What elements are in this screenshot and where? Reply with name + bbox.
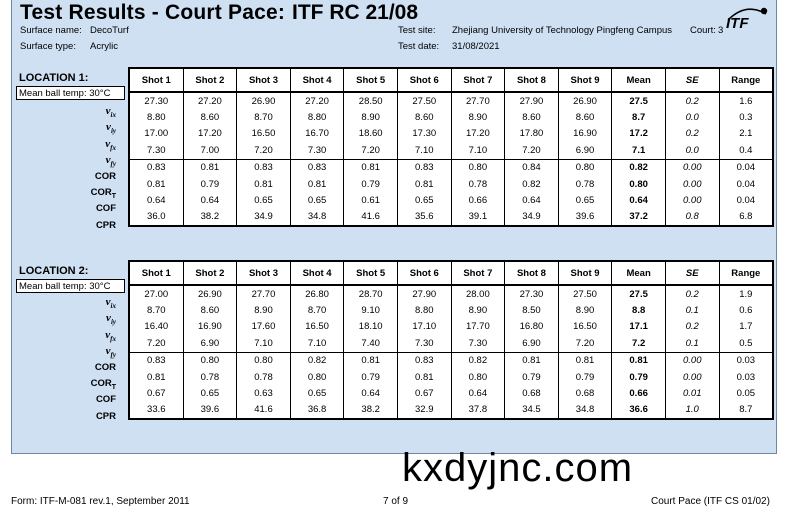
test-date-value: 31/08/2021 — [452, 41, 500, 52]
table-cell: 0.1 — [665, 302, 719, 318]
table-row — [129, 319, 773, 335]
table-cell: 16.50 — [290, 319, 344, 335]
table-cell: 8.70 — [237, 109, 291, 125]
row-label-cof: COF — [95, 203, 116, 215]
table-header-row — [129, 68, 773, 92]
table-cell: 17.2 — [612, 126, 666, 142]
table-cell: 0.82 — [290, 352, 344, 369]
column-header: SE — [665, 68, 719, 92]
table-cell: 17.00 — [129, 126, 183, 142]
row-label-cort: $COR_T$ — [90, 186, 116, 200]
table-cell: 0.81 — [344, 352, 398, 369]
column-header: Mean — [612, 261, 666, 285]
table-cell: 0.79 — [344, 369, 398, 385]
table-cell: 8.90 — [344, 109, 398, 125]
column-header: Shot 7 — [451, 261, 505, 285]
table-cell: 0.3 — [719, 109, 773, 125]
table-cell: 0.00 — [665, 352, 719, 369]
table-row — [129, 369, 773, 385]
table-cell: 7.30 — [397, 335, 451, 352]
table-cell: 0.65 — [397, 192, 451, 208]
table-cell: 0.64 — [129, 192, 183, 208]
table-cell: 0.64 — [451, 385, 505, 401]
table-cell: 0.81 — [237, 176, 291, 192]
table-cell: 34.9 — [505, 209, 559, 226]
table-cell: 1.0 — [665, 402, 719, 419]
table-cell: 0.81 — [129, 176, 183, 192]
table-cell: 27.50 — [558, 285, 612, 302]
row-label-cort: $COR_T$ — [90, 377, 116, 391]
table-cell: 0.2 — [665, 126, 719, 142]
table-cell: 1.6 — [719, 92, 773, 109]
table-cell: 0.79 — [183, 176, 237, 192]
table-cell: 27.20 — [290, 92, 344, 109]
table-cell: 7.1 — [612, 142, 666, 159]
row-label-vfx: $v_{fx}$ — [105, 328, 116, 343]
table-cell: 0.00 — [665, 176, 719, 192]
table-cell: 0.78 — [451, 176, 505, 192]
footer-doc: Court Pace (ITF CS 01/02) — [651, 496, 770, 507]
table-cell: 0.00 — [665, 369, 719, 385]
court-value: 3 — [718, 25, 724, 36]
table-cell: 27.70 — [237, 285, 291, 302]
watermark: kxdyjnc.com — [402, 446, 634, 490]
page-title: Test Results - Court Pace: — [20, 1, 286, 24]
table-cell: 0.80 — [183, 352, 237, 369]
row-label-cpr: CPR — [95, 410, 116, 422]
table-cell: 0.8 — [665, 209, 719, 226]
column-header: Shot 2 — [183, 68, 237, 92]
table-cell: 0.03 — [719, 352, 773, 369]
table-cell: 0.81 — [183, 159, 237, 176]
location-1-row-labels — [20, 103, 124, 234]
table-cell: 0.83 — [129, 352, 183, 369]
table-cell: 36.6 — [612, 402, 666, 419]
table-cell: 1.7 — [719, 319, 773, 335]
table-cell: 26.90 — [558, 92, 612, 109]
table-cell: 8.90 — [237, 302, 291, 318]
table-cell: 0.00 — [665, 192, 719, 208]
table-cell: 18.60 — [344, 126, 398, 142]
footer-page: 7 of 9 — [383, 496, 409, 507]
table-cell: 0.2 — [665, 285, 719, 302]
table-cell: 18.10 — [344, 319, 398, 335]
table-row — [129, 92, 773, 109]
row-label-vix: $v_{ix}$ — [105, 105, 116, 120]
table-row — [129, 159, 773, 176]
column-header: Shot 6 — [397, 261, 451, 285]
table-cell: 0.68 — [558, 385, 612, 401]
table-cell: 17.60 — [237, 319, 291, 335]
table-cell: 16.70 — [290, 126, 344, 142]
column-header: Shot 2 — [183, 261, 237, 285]
row-label-cor: COR — [94, 170, 116, 182]
table-row — [129, 285, 773, 302]
table-cell: 8.70 — [290, 302, 344, 318]
table-cell: 28.70 — [344, 285, 398, 302]
table-cell: 27.30 — [505, 285, 559, 302]
table-cell: 16.50 — [558, 319, 612, 335]
table-cell: 0.6 — [719, 302, 773, 318]
table-cell: 7.20 — [129, 335, 183, 352]
table-cell: 8.90 — [558, 302, 612, 318]
table-cell: 36.8 — [290, 402, 344, 419]
table-cell: 26.90 — [237, 92, 291, 109]
table-cell: 0.82 — [505, 176, 559, 192]
table-cell: 0.80 — [612, 176, 666, 192]
row-label-vix: $v_{ix}$ — [105, 296, 116, 311]
table-cell: 0.65 — [558, 192, 612, 208]
table-row — [129, 352, 773, 369]
table-cell: 27.00 — [129, 285, 183, 302]
row-label-cof: COF — [95, 394, 116, 406]
table-row — [129, 385, 773, 401]
table-cell: 0.79 — [344, 176, 398, 192]
table-cell: 0.81 — [505, 352, 559, 369]
table-cell: 16.80 — [505, 319, 559, 335]
row-label-cpr: CPR — [95, 219, 116, 231]
table-cell: 26.80 — [290, 285, 344, 302]
table-cell: 0.04 — [719, 159, 773, 176]
table-cell: 7.10 — [397, 142, 451, 159]
table-cell: 16.90 — [183, 319, 237, 335]
table-cell: 0.80 — [237, 352, 291, 369]
table-cell: 0.81 — [397, 369, 451, 385]
table-cell: 28.50 — [344, 92, 398, 109]
table-cell: 32.9 — [397, 402, 451, 419]
table-cell: 8.80 — [129, 109, 183, 125]
table-cell: 0.78 — [558, 176, 612, 192]
table-cell: 39.6 — [558, 209, 612, 226]
table-cell: 0.79 — [612, 369, 666, 385]
table-cell: 7.20 — [505, 142, 559, 159]
column-header: Shot 4 — [290, 261, 344, 285]
surface-name-label: Surface name: — [20, 25, 82, 36]
table-cell: 7.20 — [344, 142, 398, 159]
table-cell: 0.80 — [451, 159, 505, 176]
table-row — [129, 176, 773, 192]
table-cell: 0.83 — [129, 159, 183, 176]
location-1-table — [128, 67, 774, 227]
table-row — [129, 335, 773, 352]
column-header: Range — [719, 261, 773, 285]
table-cell: 0.04 — [719, 192, 773, 208]
table-cell: 0.83 — [397, 352, 451, 369]
table-cell: 34.5 — [505, 402, 559, 419]
location-1-title: LOCATION 1: — [19, 72, 89, 84]
table-cell: 8.60 — [183, 302, 237, 318]
location-1-ball-temp: Mean ball temp: 30°C — [16, 86, 125, 100]
table-cell: 27.30 — [129, 92, 183, 109]
row-label-vfx: $v_{fx}$ — [105, 137, 116, 152]
table-cell: 0.83 — [237, 159, 291, 176]
table-cell: 0.00 — [665, 159, 719, 176]
column-header: Shot 1 — [129, 261, 183, 285]
test-site-label: Test site: — [398, 25, 436, 36]
table-cell: 0.01 — [665, 385, 719, 401]
table-cell: 0.63 — [237, 385, 291, 401]
table-cell: 39.6 — [183, 402, 237, 419]
table-cell: 41.6 — [237, 402, 291, 419]
column-header: Mean — [612, 68, 666, 92]
table-cell: 1.9 — [719, 285, 773, 302]
test-site-value: Zhejiang University of Technology Pingfeng Campus — [452, 25, 673, 36]
table-cell: 8.60 — [505, 109, 559, 125]
table-cell: 28.00 — [451, 285, 505, 302]
row-label-cor: COR — [94, 361, 116, 373]
table-cell: 0.66 — [612, 385, 666, 401]
table-cell: 38.2 — [183, 209, 237, 226]
table-cell: 7.10 — [290, 335, 344, 352]
table-cell: 27.70 — [451, 92, 505, 109]
column-header: Shot 1 — [129, 68, 183, 92]
table-cell: 8.60 — [397, 109, 451, 125]
column-header: Shot 3 — [237, 68, 291, 92]
table-cell: 0.2 — [665, 92, 719, 109]
table-cell: 0.4 — [719, 142, 773, 159]
table-cell: 27.50 — [397, 92, 451, 109]
table-cell: 37.8 — [451, 402, 505, 419]
table-cell: 8.90 — [451, 302, 505, 318]
table-cell: 38.2 — [344, 402, 398, 419]
table-cell: 0.81 — [129, 369, 183, 385]
table-cell: 41.6 — [344, 209, 398, 226]
surface-type-value: Acrylic — [90, 41, 118, 52]
table-cell: 0.84 — [505, 159, 559, 176]
column-header: Shot 4 — [290, 68, 344, 92]
table-cell: 7.2 — [612, 335, 666, 352]
table-cell: 6.90 — [558, 142, 612, 159]
table-cell: 35.6 — [397, 209, 451, 226]
table-row — [129, 142, 773, 159]
table-cell: 0.82 — [612, 159, 666, 176]
table-cell: 39.1 — [451, 209, 505, 226]
table-cell: 0.1 — [665, 335, 719, 352]
table-cell: 7.30 — [129, 142, 183, 159]
table-cell: 16.40 — [129, 319, 183, 335]
table-cell: 8.90 — [451, 109, 505, 125]
location-2-ball-temp: Mean ball temp: 30°C — [16, 279, 125, 293]
table-cell: 0.81 — [290, 176, 344, 192]
column-header: Shot 6 — [397, 68, 451, 92]
table-cell: 0.66 — [451, 192, 505, 208]
footer-form: Form: ITF-M-081 rev.1, September 2011 — [11, 496, 190, 507]
table-cell: 8.70 — [129, 302, 183, 318]
table-cell: 0.03 — [719, 369, 773, 385]
table-cell: 0.65 — [290, 385, 344, 401]
table-cell: 8.7 — [612, 109, 666, 125]
table-cell: 36.0 — [129, 209, 183, 226]
table-cell: 7.00 — [183, 142, 237, 159]
table-cell: 2.1 — [719, 126, 773, 142]
table-cell: 6.8 — [719, 209, 773, 226]
table-cell: 7.20 — [558, 335, 612, 352]
column-header: Shot 5 — [344, 261, 398, 285]
table-cell: 0.64 — [612, 192, 666, 208]
table-cell: 0.83 — [290, 159, 344, 176]
table-cell: 0.81 — [612, 352, 666, 369]
report-number: ITF RC 21/08 — [292, 1, 419, 24]
table-cell: 17.80 — [505, 126, 559, 142]
table-cell: 16.50 — [237, 126, 291, 142]
table-cell: 7.30 — [451, 335, 505, 352]
table-cell: 16.90 — [558, 126, 612, 142]
table-cell: 9.10 — [344, 302, 398, 318]
table-cell: 17.30 — [397, 126, 451, 142]
table-cell: 34.8 — [290, 209, 344, 226]
table-cell: 8.80 — [290, 109, 344, 125]
table-cell: 7.10 — [237, 335, 291, 352]
table-cell: 0.67 — [129, 385, 183, 401]
table-row — [129, 126, 773, 142]
table-cell: 0.2 — [665, 319, 719, 335]
table-cell: 34.8 — [558, 402, 612, 419]
table-cell: 27.20 — [183, 92, 237, 109]
table-cell: 17.70 — [451, 319, 505, 335]
table-header-row — [129, 261, 773, 285]
table-cell: 17.20 — [451, 126, 505, 142]
table-cell: 0.81 — [397, 176, 451, 192]
table-cell: 0.80 — [558, 159, 612, 176]
table-cell: 0.82 — [451, 352, 505, 369]
table-row — [129, 109, 773, 125]
table-cell: 0.83 — [397, 159, 451, 176]
table-cell: 0.64 — [505, 192, 559, 208]
location-2-title: LOCATION 2: — [19, 265, 89, 277]
table-cell: 0.67 — [397, 385, 451, 401]
table-cell: 27.5 — [612, 92, 666, 109]
table-cell: 0.64 — [183, 192, 237, 208]
table-cell: 0.78 — [183, 369, 237, 385]
row-label-vfy: $v_{fy}$ — [105, 154, 116, 169]
row-label-viy: $v_{iy}$ — [106, 312, 116, 327]
table-cell: 0.79 — [505, 369, 559, 385]
table-cell: 0.65 — [183, 385, 237, 401]
column-header: Shot 5 — [344, 68, 398, 92]
row-label-viy: $v_{iy}$ — [106, 121, 116, 136]
row-label-vfy: $v_{fy}$ — [105, 345, 116, 360]
table-cell: 6.90 — [183, 335, 237, 352]
table-cell: 0.0 — [665, 142, 719, 159]
table-cell: 27.5 — [612, 285, 666, 302]
table-row — [129, 209, 773, 226]
table-row — [129, 192, 773, 208]
table-cell: 0.5 — [719, 335, 773, 352]
column-header: Shot 8 — [505, 68, 559, 92]
table-cell: 27.90 — [505, 92, 559, 109]
table-cell: 37.2 — [612, 209, 666, 226]
column-header: Shot 3 — [237, 261, 291, 285]
table-row — [129, 402, 773, 419]
table-cell: 8.8 — [612, 302, 666, 318]
table-cell: 7.40 — [344, 335, 398, 352]
table-cell: 17.20 — [183, 126, 237, 142]
table-cell: 7.30 — [290, 142, 344, 159]
table-cell: 0.81 — [558, 352, 612, 369]
location-2-table — [128, 260, 774, 420]
table-cell: 0.64 — [344, 385, 398, 401]
column-header: Shot 8 — [505, 261, 559, 285]
column-header: Range — [719, 68, 773, 92]
table-cell: 0.81 — [344, 159, 398, 176]
surface-name-value: DecoTurf — [90, 25, 129, 36]
table-cell: 0.61 — [344, 192, 398, 208]
table-cell: 8.60 — [558, 109, 612, 125]
table-cell: 8.50 — [505, 302, 559, 318]
table-cell: 8.60 — [183, 109, 237, 125]
location-2-row-labels — [20, 294, 124, 425]
table-cell: 8.80 — [397, 302, 451, 318]
table-cell: 0.79 — [558, 369, 612, 385]
column-header: SE — [665, 261, 719, 285]
table-cell: 0.78 — [237, 369, 291, 385]
test-date-label: Test date: — [398, 41, 440, 52]
table-cell: 6.90 — [505, 335, 559, 352]
table-cell: 0.65 — [290, 192, 344, 208]
table-cell: 0.68 — [505, 385, 559, 401]
surface-type-label: Surface type: — [20, 41, 76, 52]
table-cell: 0.0 — [665, 109, 719, 125]
court-label: Court: — [690, 25, 716, 36]
table-cell: 0.65 — [237, 192, 291, 208]
table-cell: 0.80 — [290, 369, 344, 385]
table-cell: 7.10 — [451, 142, 505, 159]
svg-text:ITF: ITF — [726, 15, 749, 30]
table-cell: 27.90 — [397, 285, 451, 302]
table-cell: 26.90 — [183, 285, 237, 302]
table-cell: 7.20 — [237, 142, 291, 159]
table-cell: 33.6 — [129, 402, 183, 419]
column-header: Shot 9 — [558, 68, 612, 92]
table-cell: 8.7 — [719, 402, 773, 419]
table-row — [129, 302, 773, 318]
table-cell: 17.1 — [612, 319, 666, 335]
table-cell: 34.9 — [237, 209, 291, 226]
table-cell: 17.10 — [397, 319, 451, 335]
table-cell: 0.04 — [719, 176, 773, 192]
column-header: Shot 9 — [558, 261, 612, 285]
table-cell: 0.05 — [719, 385, 773, 401]
column-header: Shot 7 — [451, 68, 505, 92]
table-cell: 0.80 — [451, 369, 505, 385]
itf-logo — [722, 4, 770, 30]
